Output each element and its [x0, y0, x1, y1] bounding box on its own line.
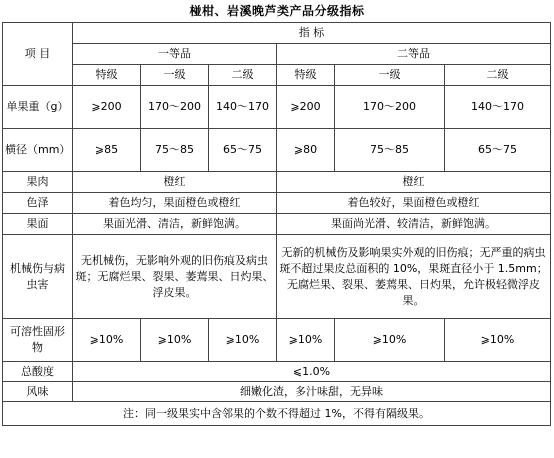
table-cell: ⩾10%	[141, 319, 209, 362]
table-cell: 75～85	[335, 129, 445, 172]
table-title: 椪柑、岩溪晚芦类产品分级指标	[189, 4, 365, 18]
table-cell: 着色均匀，果面橙色或橙红	[73, 193, 277, 214]
table-cell: 果面尚光滑、较清洁，新鲜饱满。	[277, 214, 551, 235]
table-row	[3, 382, 551, 402]
table-cell: 140～170	[209, 86, 277, 129]
table-row	[3, 129, 551, 172]
row-label: 总酸度	[3, 362, 73, 382]
indicator-header: 指 标	[73, 23, 551, 44]
table-cell: 140～170	[445, 86, 551, 129]
g2-special-header: 特级	[277, 65, 335, 86]
table-cell: ⩾10%	[277, 319, 335, 362]
row-label: 单果重（g）	[3, 86, 73, 129]
table-cell: 65～75	[445, 129, 551, 172]
table-cell: 橙红	[277, 172, 551, 193]
table-row	[3, 214, 551, 235]
g1-special-header: 特级	[73, 65, 141, 86]
table-cell: 果面光滑、清洁，新鲜饱满。	[73, 214, 277, 235]
grading-table	[2, 22, 551, 426]
row-label: 果肉	[3, 172, 73, 193]
table-cell: 170～200	[335, 86, 445, 129]
table-cell: ⩾85	[73, 129, 141, 172]
table-cell: 无机械伤，无影响外观的旧伤痕及病虫斑；无腐烂果、裂果、萎蔫果、日灼果、浮皮果。	[73, 235, 277, 319]
table-cell: ⩾10%	[445, 319, 551, 362]
table-row	[3, 193, 551, 214]
table-cell: 无新的机械伤及影响果实外观的旧伤痕；无严重的病虫斑不超过果皮总面积的 10%，果斑直径小于 1.5mm；无腐烂果、裂果、萎蔫果、日灼果，允许极轻微浮皮果。	[277, 235, 551, 319]
table-cell: 橙红	[73, 172, 277, 193]
table-row	[3, 172, 551, 193]
table-cell: ⩾10%	[73, 319, 141, 362]
table-row	[3, 362, 551, 382]
table-cell: ⩾10%	[209, 319, 277, 362]
g2-first-header: 一级	[335, 65, 445, 86]
table-row	[3, 402, 551, 426]
g1-first-header: 一级	[141, 65, 209, 86]
table-row	[3, 86, 551, 129]
item-header: 项 目	[3, 23, 73, 86]
grade1-header: 一等品	[73, 44, 277, 65]
grade2-header: 二等品	[277, 44, 551, 65]
row-label: 机械伤与病虫害	[3, 235, 73, 319]
table-cell: ⩾10%	[335, 319, 445, 362]
row-label: 色泽	[3, 193, 73, 214]
table-cell: ⩽1.0%	[73, 362, 551, 382]
row-label: 横径（mm）	[3, 129, 73, 172]
table-cell: ⩾200	[277, 86, 335, 129]
table-cell: ⩾200	[73, 86, 141, 129]
g2-second-header: 二级	[445, 65, 551, 86]
table-cell: 65～75	[209, 129, 277, 172]
table-note: 注：同一级果实中含邻果的个数不得超过 1%，不得有隔级果。	[3, 402, 551, 426]
table-cell: ⩾80	[277, 129, 335, 172]
table-cell: 75～85	[141, 129, 209, 172]
table-row	[3, 319, 551, 362]
row-label: 风味	[3, 382, 73, 402]
table-cell: 细嫩化渣，多汁味甜，无异味	[73, 382, 551, 402]
table-cell: 着色较好，果面橙色或橙红	[277, 193, 551, 214]
g1-second-header: 二级	[209, 65, 277, 86]
row-label: 可溶性固形物	[3, 319, 73, 362]
row-label: 果面	[3, 214, 73, 235]
table-cell: 170～200	[141, 86, 209, 129]
table-row	[3, 235, 551, 319]
